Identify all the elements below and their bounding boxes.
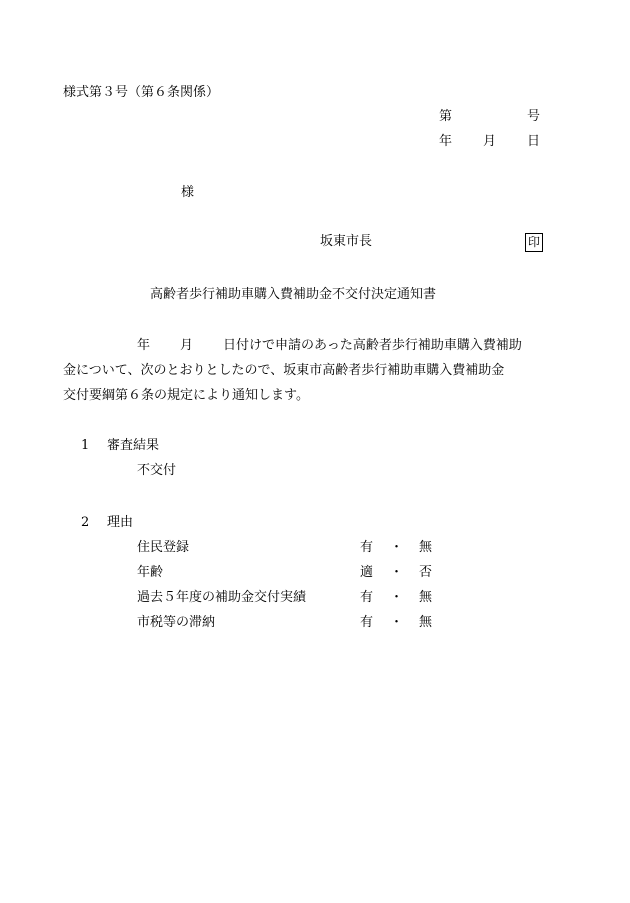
- section-1-heading: 審査結果: [107, 438, 160, 453]
- reason-option-1: 有: [360, 540, 374, 555]
- date-year: 年: [439, 134, 453, 149]
- reason-label: 住民登録: [137, 540, 190, 555]
- body-line1-rest: 日付けで申請のあった高齢者歩行補助車購入費補助: [223, 338, 522, 353]
- reason-label: 年齢: [137, 565, 164, 580]
- date-month: 月: [483, 134, 497, 149]
- section-2-number: 2: [81, 515, 90, 530]
- issuer-seal: [525, 233, 543, 252]
- reason-option-1: 適: [360, 565, 374, 580]
- document-title: 高齢者歩行補助車購入費補助金不交付決定通知書: [150, 287, 437, 302]
- form-label: 様式第３号（第６条関係）: [63, 85, 220, 100]
- issuer-name: 坂東市長: [320, 234, 373, 249]
- number-dai: 第: [439, 109, 453, 124]
- reason-separator: ・: [390, 615, 404, 630]
- reason-option-2: 否: [419, 565, 433, 580]
- body-paragraph: [63, 333, 583, 408]
- reason-option-2: 無: [419, 540, 433, 555]
- reason-separator: ・: [390, 540, 404, 555]
- body-line-1: [63, 333, 583, 358]
- body-line-2: 金について、次のとおりとしたので、坂東市高齢者歩行補助車購入費補助金: [63, 363, 505, 378]
- body-month: 月: [180, 338, 194, 353]
- reason-separator: ・: [390, 590, 404, 605]
- number-go: 号: [527, 109, 541, 124]
- addressee-suffix: 様: [181, 185, 195, 200]
- section-1-number: 1: [81, 438, 90, 453]
- date-day: 日: [527, 134, 541, 149]
- section-2-heading: 理由: [107, 515, 134, 530]
- reason-option-1: 有: [360, 615, 374, 630]
- reason-option-1: 有: [360, 590, 374, 605]
- body-year: 年: [137, 338, 151, 353]
- reason-label: 市税等の滞納: [137, 615, 216, 630]
- reason-option-2: 無: [419, 590, 433, 605]
- reason-separator: ・: [390, 565, 404, 580]
- body-line-3: 交付要綱第６条の規定により通知します。: [63, 388, 309, 403]
- reason-label: 過去５年度の補助金交付実績: [137, 590, 307, 605]
- seal-mark: 印: [525, 233, 543, 252]
- section-1-value: 不交付: [137, 463, 177, 478]
- reason-option-2: 無: [419, 615, 433, 630]
